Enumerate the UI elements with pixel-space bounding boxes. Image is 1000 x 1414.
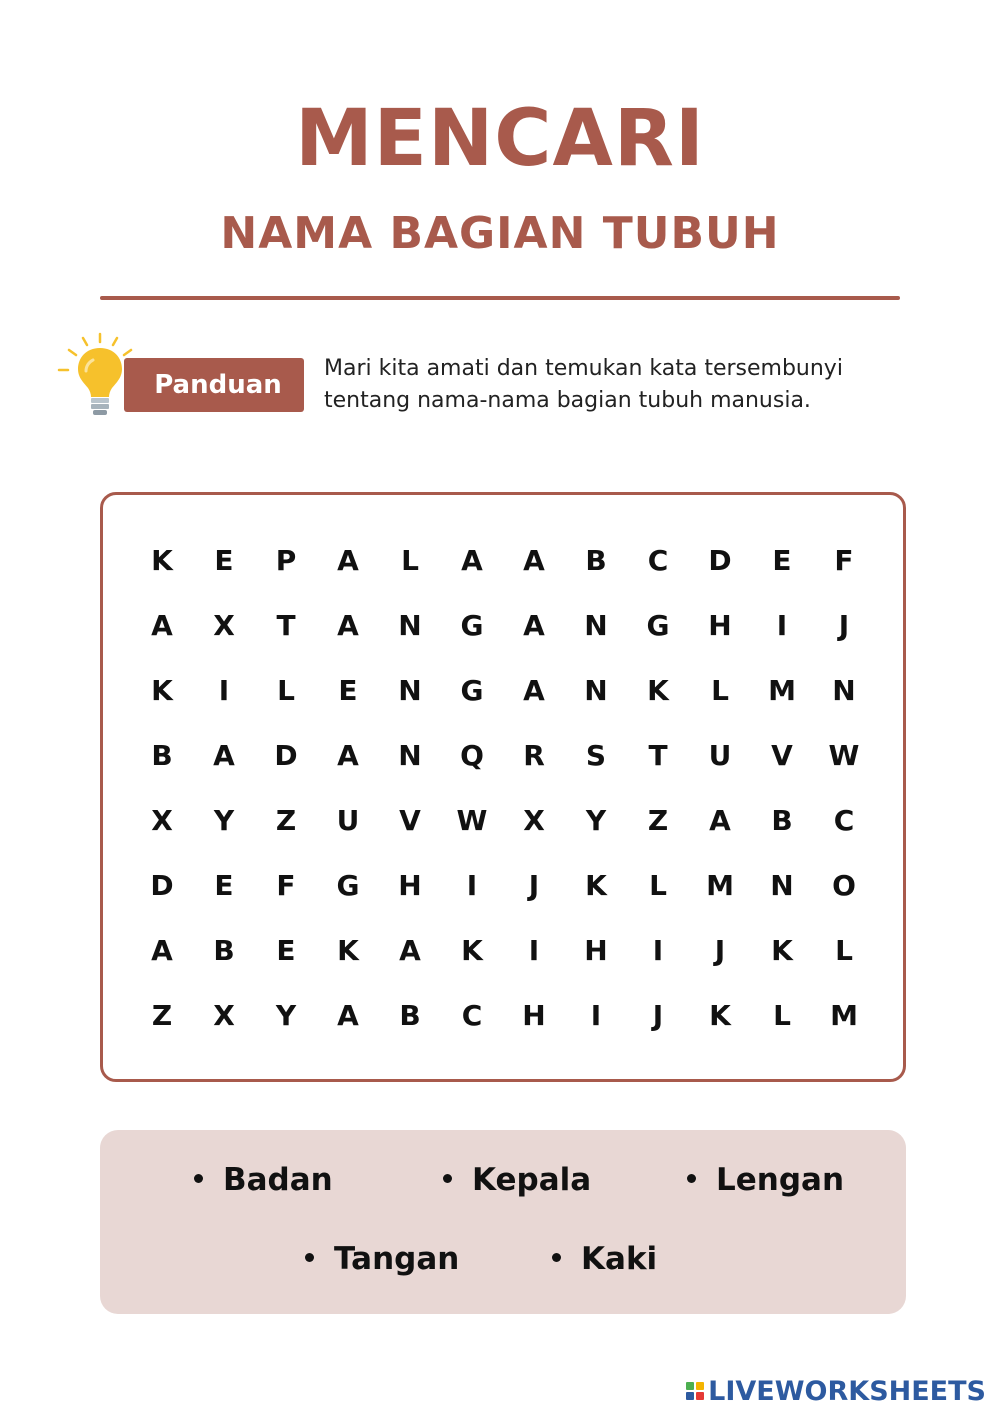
grid-letter: F <box>276 869 296 902</box>
brand-name: LIVEWORKSHEETS <box>708 1375 986 1407</box>
grid-letter: A <box>709 804 731 837</box>
grid-letter: E <box>214 869 234 902</box>
word-item <box>194 1162 333 1198</box>
grid-letter: L <box>649 869 667 902</box>
grid-letter: X <box>523 804 545 837</box>
grid-letter: J <box>528 869 540 902</box>
grid-letter: I <box>776 609 788 642</box>
grid-letter: K <box>585 869 607 902</box>
word-label: Lengan <box>716 1162 845 1198</box>
grid-letter: Z <box>275 804 297 837</box>
grid-letter: Z <box>151 999 173 1032</box>
grid-letter: H <box>708 609 732 642</box>
grid-letter: X <box>151 804 173 837</box>
bullet-icon <box>552 1253 561 1262</box>
grid-letter: G <box>460 609 484 642</box>
bullet-icon <box>194 1174 203 1183</box>
grid-letter: L <box>401 544 419 577</box>
page-subtitle: NAMA BAGIAN TUBUH <box>220 208 780 259</box>
word-label: Badan <box>223 1162 333 1198</box>
grid-letter: L <box>835 934 853 967</box>
liveworksheets-logo-icon <box>686 1382 704 1400</box>
grid-letter: D <box>150 869 174 902</box>
title-divider <box>100 296 900 300</box>
grid-letter: N <box>832 674 856 707</box>
grid-letter: V <box>771 739 793 772</box>
grid-letter: B <box>399 999 421 1032</box>
word-item <box>443 1162 592 1198</box>
word-item <box>552 1241 658 1277</box>
grid-letter: V <box>399 804 421 837</box>
grid-letter: G <box>460 674 484 707</box>
grid-letter: Q <box>460 739 484 772</box>
grid-letter: L <box>773 999 791 1032</box>
grid-letter: O <box>832 869 856 902</box>
word-search-grid <box>131 528 875 1048</box>
grid-letter: A <box>523 544 545 577</box>
grid-letter: I <box>652 934 664 967</box>
grid-letter: M <box>706 869 734 902</box>
guide-instructions <box>324 353 924 417</box>
grid-letter: P <box>275 544 297 577</box>
grid-letter: T <box>648 739 668 772</box>
grid-letter: I <box>590 999 602 1032</box>
word-item <box>305 1241 460 1277</box>
grid-letter: X <box>213 999 235 1032</box>
grid-letter: A <box>337 739 359 772</box>
grid-letter: B <box>213 934 235 967</box>
grid-letter: Z <box>647 804 669 837</box>
grid-letter: C <box>461 999 483 1032</box>
grid-letter: A <box>523 609 545 642</box>
word-label: Kaki <box>581 1241 658 1277</box>
bullet-icon <box>443 1174 452 1183</box>
grid-letter: K <box>709 999 731 1032</box>
bullet-icon <box>687 1174 696 1183</box>
grid-letter: A <box>151 609 173 642</box>
grid-letter: L <box>711 674 729 707</box>
grid-letter: H <box>398 869 422 902</box>
grid-letter: M <box>830 999 858 1032</box>
grid-letter: K <box>151 544 173 577</box>
grid-letter: R <box>523 739 545 772</box>
grid-letter: W <box>828 739 860 772</box>
grid-letter: W <box>456 804 488 837</box>
bullet-icon <box>305 1253 314 1262</box>
grid-letter: E <box>214 544 234 577</box>
grid-letter: B <box>771 804 793 837</box>
grid-letter: A <box>399 934 421 967</box>
grid-letter: F <box>834 544 854 577</box>
liveworksheets-logo[interactable] <box>686 1376 986 1406</box>
grid-letter: A <box>213 739 235 772</box>
grid-letter: G <box>646 609 670 642</box>
grid-letter: N <box>770 869 794 902</box>
word-item <box>687 1162 845 1198</box>
grid-letter: A <box>337 609 359 642</box>
grid-letter: C <box>647 544 669 577</box>
grid-letter: Y <box>275 999 297 1032</box>
grid-letter: K <box>151 674 173 707</box>
grid-letter: K <box>461 934 483 967</box>
grid-letter: E <box>772 544 792 577</box>
grid-letter: I <box>218 674 230 707</box>
grid-letter: N <box>398 609 422 642</box>
grid-letter: C <box>833 804 855 837</box>
grid-letter: T <box>276 609 296 642</box>
grid-letter: K <box>771 934 793 967</box>
grid-letter: N <box>398 674 422 707</box>
guide-line-1: Mari kita amati dan temukan kata tersembunyi <box>324 356 843 381</box>
grid-letter: N <box>584 609 608 642</box>
grid-letter: N <box>584 674 608 707</box>
grid-letter: Y <box>213 804 235 837</box>
grid-letter: N <box>398 739 422 772</box>
grid-letter: B <box>151 739 173 772</box>
grid-letter: K <box>647 674 669 707</box>
word-label: Kepala <box>472 1162 592 1198</box>
grid-letter: I <box>466 869 478 902</box>
grid-letter: A <box>523 674 545 707</box>
grid-letter: M <box>768 674 796 707</box>
grid-letter: U <box>708 739 732 772</box>
grid-letter: G <box>336 869 360 902</box>
grid-letter: A <box>151 934 173 967</box>
grid-letter: H <box>584 934 608 967</box>
grid-letter: J <box>838 609 850 642</box>
grid-letter: D <box>708 544 732 577</box>
word-list-box <box>100 1130 906 1314</box>
grid-letter: Y <box>585 804 607 837</box>
grid-letter: A <box>461 544 483 577</box>
grid-letter: J <box>652 999 664 1032</box>
grid-letter: X <box>213 609 235 642</box>
grid-letter: D <box>274 739 298 772</box>
grid-letter: U <box>336 804 360 837</box>
guide-badge: Panduan <box>124 358 304 412</box>
grid-letter: S <box>585 739 607 772</box>
grid-letter: K <box>337 934 359 967</box>
grid-letter: A <box>337 999 359 1032</box>
grid-letter: H <box>522 999 546 1032</box>
grid-letter: L <box>277 674 295 707</box>
grid-letter: I <box>528 934 540 967</box>
grid-letter: E <box>276 934 296 967</box>
grid-letter: E <box>338 674 358 707</box>
grid-letter: A <box>337 544 359 577</box>
page-title: MENCARI <box>295 94 705 184</box>
guide-line-2: tentang nama-nama bagian tubuh manusia. <box>324 388 811 413</box>
grid-letter: B <box>585 544 607 577</box>
grid-letter: J <box>714 934 726 967</box>
word-label: Tangan <box>334 1241 460 1277</box>
